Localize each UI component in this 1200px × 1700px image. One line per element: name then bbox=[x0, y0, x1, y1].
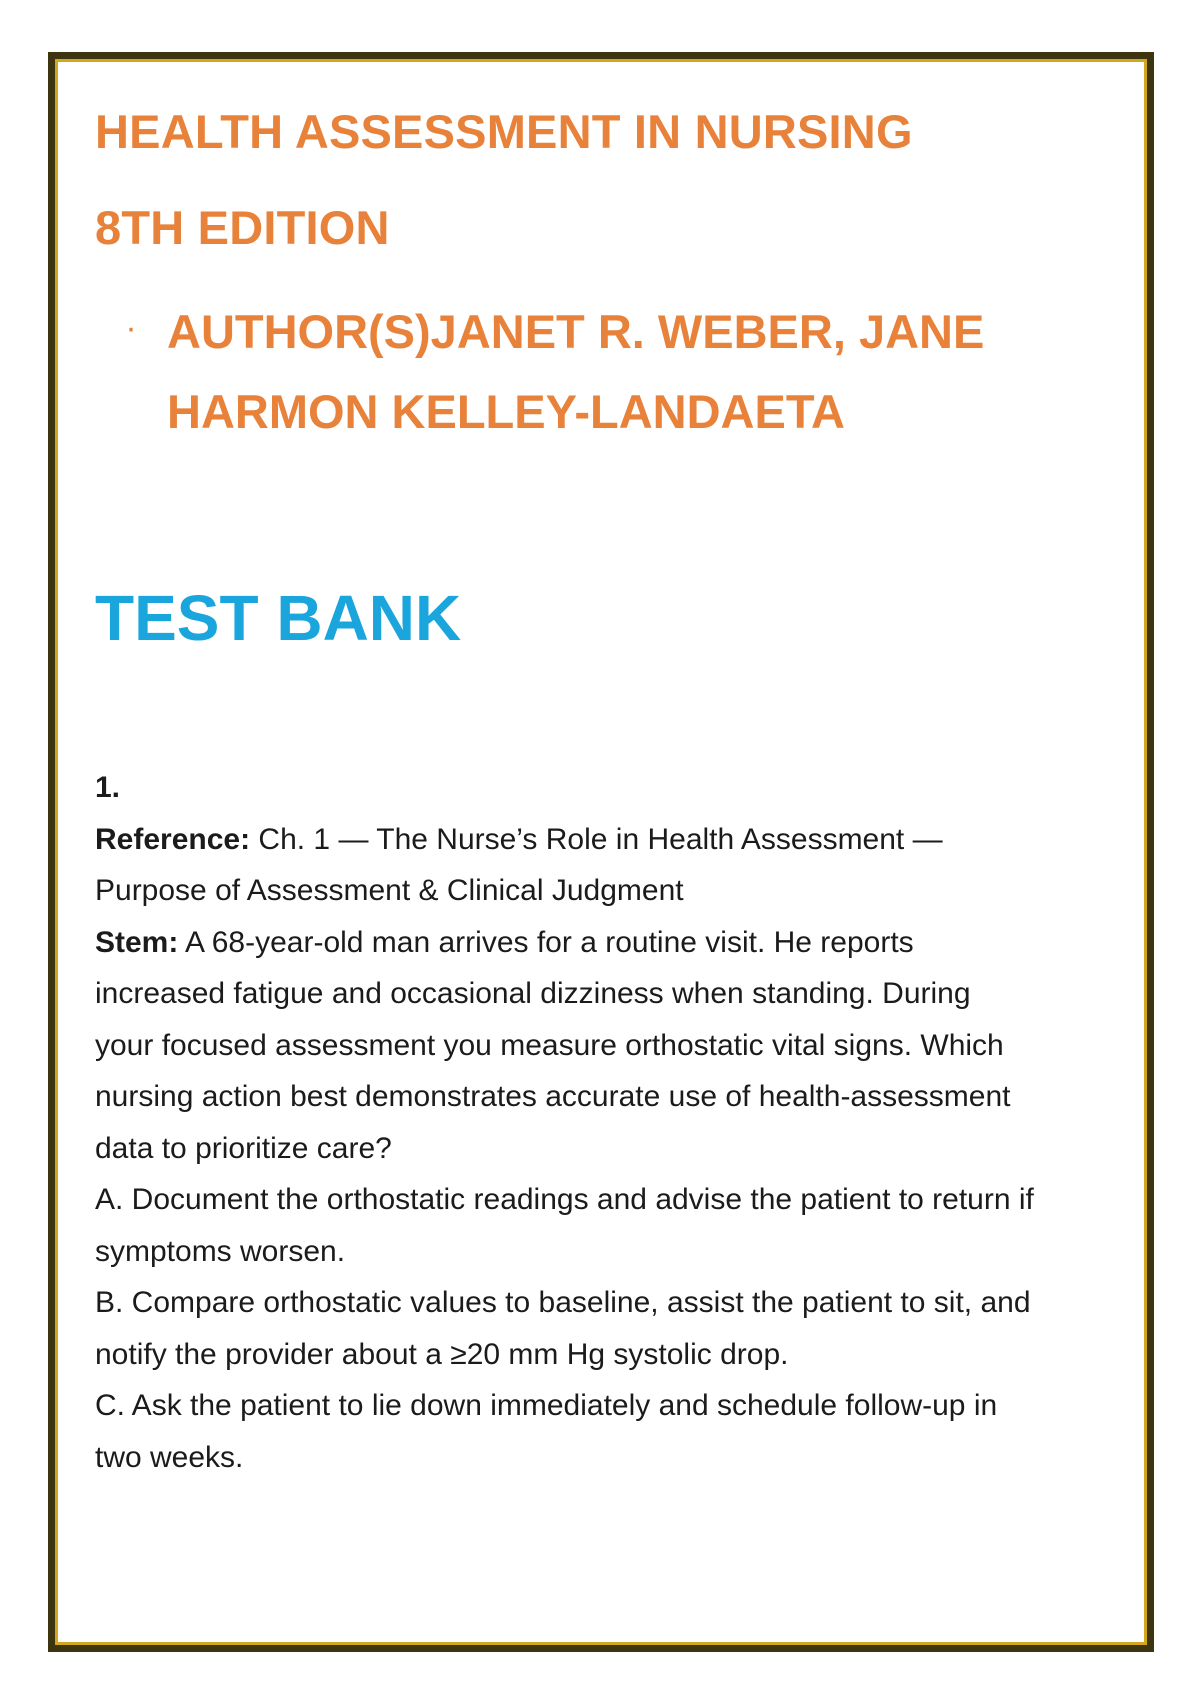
edition-label: 8TH EDITION bbox=[95, 201, 390, 254]
bullet-icon: · bbox=[125, 309, 137, 347]
question-stem bbox=[95, 917, 1035, 1175]
reference-label: Reference: bbox=[95, 822, 251, 856]
book-title: HEALTH ASSESSMENT IN NURSING bbox=[95, 105, 913, 158]
document-content bbox=[95, 102, 1035, 1483]
answer-option-c: C. Ask the patient to lie down immediately and schedule follow-up in two weeks. bbox=[95, 1389, 998, 1474]
question-number: 1. bbox=[95, 771, 121, 804]
question-reference bbox=[95, 814, 1035, 917]
answer-option-b: B. Compare orthostatic values to baseline, assist the patient to sit, and notify the provider about a ≥20 mm Hg systolic drop. bbox=[95, 1286, 1031, 1371]
test-bank-heading: TEST BANK bbox=[95, 582, 462, 654]
stem-label: Stem: bbox=[95, 925, 179, 959]
question-block bbox=[95, 762, 1035, 1483]
reference-text: Ch. 1 — The Nurse’s Role in Health Assessment — Purpose of Assessment & Clinical Judgment bbox=[95, 822, 943, 907]
stem-text: A 68-year-old man arrives for a routine visit. He reports increased fatigue and occasional dizziness when standing. During your focused assessment you measure orthostatic vital signs. Which nursing action best demonstrates accurate use of health-assessment data to prioritize care? bbox=[95, 925, 1011, 1165]
author-list-item bbox=[95, 292, 1035, 452]
answer-option-a: A. Document the orthostatic readings and advise the patient to return if symptoms worsen. bbox=[95, 1183, 1034, 1268]
author-names: AUTHOR(S)JANET R. WEBER, JANE HARMON KELLEY-LANDAETA bbox=[167, 305, 985, 438]
